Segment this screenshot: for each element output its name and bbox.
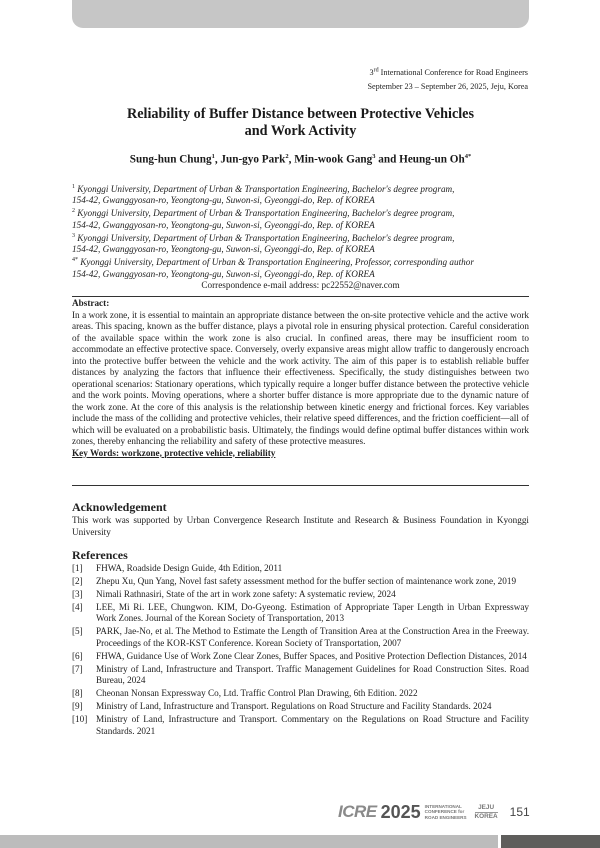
footer-bar-dark	[501, 835, 600, 848]
reference-item: [10] Ministry of Land, Infrastructure and Transport. Commentary on the Regulations on Road Structure and Facility Standards. 2021	[72, 714, 529, 736]
affiliations: $^1$ Kyonggi University, Department of Urban & Transportation Engineering, Bachelor's degree program, 154-42, Gwanggyosan-ro, Yeongtong-gu, Suwon-si, Gyeonggi-do, Rep. of KOREA $^2$ Kyonggi University, Department of Urban & Transportation Engineering, Bachelor's degree program, 154-42, Gwanggyosan-ro, Yeongtong-gu, Suwon-si, Gyeonggi-do, Rep. of KOREA $^3$ Kyonggi University, Department of Urban & Transportation Engineering, Bachelor's degree program, 154-42, Gwanggyosan-ro, Yeongtong-gu, Suwon-si, Gyeonggi-do, Rep. of KOREA $^{4*}$ Kyonggi University, Department of Urban & Transportation Engineering, Professor, corresponding author 154-42, Gwanggyosan-ro, Yeongtong-gu, Suwon-si, Gyeonggi-do, Rep. of KOREA Correspondence e-mail address: pc22552@naver.com	[72, 182, 529, 291]
reference-item: [3] Nimali Rathnasiri, State of the art in work zone safety: A systematic review, 2024	[72, 588, 396, 599]
author: Sung-hun Chung	[129, 153, 212, 166]
reference-item: [4] LEE, Mi Ri. LEE, Chungwon. KIM, Do-Gyeong. Estimation of Appropriate Taper Length in Urban Expressway Work Zones. Journal of the Korean Society of Transportation, 2013	[72, 601, 529, 624]
affiliation: $^2$ Kyonggi University, Department of Urban & Transportation Engineering, Bachelor's degree program,	[72, 208, 455, 219]
conference-dates: September 23 – September 26, 2025, Jeju, Korea	[367, 82, 528, 91]
abstract-heading: Abstract:	[72, 298, 110, 308]
references-section	[72, 550, 529, 739]
abstract-top-rule	[72, 296, 529, 297]
references-heading: References	[72, 548, 128, 562]
logo-location: JEJU KOREA	[474, 804, 498, 820]
keywords: Key Words: workzone, protective vehicle, reliability	[72, 447, 276, 458]
reference-item: [8] Cheonan Nonsan Expressway Co, Ltd. Traffic Control Plan Drawing, 6th Edition. 2022	[72, 688, 418, 699]
page-number: 151	[509, 805, 530, 819]
author-list: Sung-hun Chung$^1$, Jun-gyo Park$^2$, Min-wook Gang$^3$ and Heung-un $Oh^{4*}$	[129, 153, 472, 166]
reference-item: [6] FHWA, Guidance Use of Work Zone Clear Zones, Buffer Spaces, and Positive Protection Deflection Distances, 2014	[72, 650, 527, 661]
acknowledgement-section	[72, 501, 529, 538]
correspondence-email: Correspondence e-mail address: pc22552@naver.com	[201, 279, 400, 290]
reference-list	[72, 563, 529, 738]
footer-bar-light	[0, 835, 498, 848]
logo-year: 2025	[380, 801, 421, 822]
header-decoration-bar	[72, 0, 529, 28]
icre-logo-mark: ICRE	[338, 802, 377, 821]
affiliation: $^{4*}$ Kyonggi University, Department of Urban & Transportation Engineering, Professor, corresponding author	[72, 257, 474, 268]
reference-item: [5] PARK, Jae-No, et al. The Method to Estimate the Length of Transition Area at the Construction Area in the Freeway. Proceedings of the KOR-KST Conference. Korean Society of Transportation, 2007	[72, 626, 529, 648]
acknowledgement-body: This work was supported by Urban Convergence Research Institute and Research & Business Foundation in Kyonggi University	[72, 515, 529, 537]
abstract-bottom-rule	[72, 485, 529, 486]
logo-conference-text: INTERNATIONAL CONFERENCE for ROAD ENGINEERS	[424, 804, 467, 820]
author: Heung-un Oh	[399, 153, 465, 166]
author: Jun-gyo Park	[220, 153, 286, 166]
reference-item: [9] Ministry of Land, Infrastructure and Transport. Regulations on Road Structure and Facility Standards. 2024	[72, 701, 492, 712]
reference-item: [2] Zhepu Xu, Qun Yang, Novel fast safety assessment method for the buffer section of maintenance work zone, 2019	[72, 575, 517, 586]
acknowledgement-heading: Acknowledgement	[72, 500, 167, 514]
affiliation: $^1$ Kyonggi University, Department of Urban & Transportation Engineering, Bachelor's degree program,	[72, 184, 455, 195]
abstract-body: In a work zone, it is essential to maintain an appropriate distance between the on-site protective vehicle and the active work areas. This spacing, known as the buffer distance, plays a pivotal role in ensuring physical protection. Careful consideration of the available space within the work zone is also crucial. In confined areas, there may be insufficient room to accommodate an effective protective space. Conversely, overly expansive areas might allow traffic to dangerously encroach into the protective buffer between the vehicle and the work activity. The aim of this paper is to establish reliable buffer distances by analyzing the factors that influence their effectiveness. Specifically, the study distinguishes between two operational scenarios: Stationary operations, which typically require a longer buffer distance between the protective vehicle and the work points. Moving operations, where a shorter buffer distance is more appropriate due to the dynamic nature of the work zone. At the core of this analysis is the relationship between kinetic energy and frictional forces. Key variables include the mass of the colliding and protective vehicles, their relative speed differences, and the friction coefficient—all of which will be evaluated on a probabilistic basis. Ultimately, the findings would define optimal buffer distances within work zones, thereby enhancing the reliability and safety of these protective measures.	[72, 309, 529, 446]
paper-title: Reliability of Buffer Distance between Protective Vehicles and Work Activity	[127, 106, 474, 139]
reference-item: [1] FHWA, Roadside Design Guide, 4th Edition, 2011	[72, 562, 283, 573]
conference-logo	[338, 798, 530, 826]
reference-item: [7] Ministry of Land, Infrastructure and Transport. Traffic Management Guidelines for Road Construction Sites. Road Bureau, 2024	[72, 663, 529, 686]
conference-info	[367, 66, 528, 94]
author: Min-wook Gang	[294, 153, 373, 166]
conference-name-line: 3rd International Conference for Road Engineers	[369, 67, 528, 77]
abstract-section	[72, 298, 529, 459]
affiliation: $^3$ Kyonggi University, Department of Urban & Transportation Engineering, Bachelor's degree program,	[72, 232, 455, 243]
